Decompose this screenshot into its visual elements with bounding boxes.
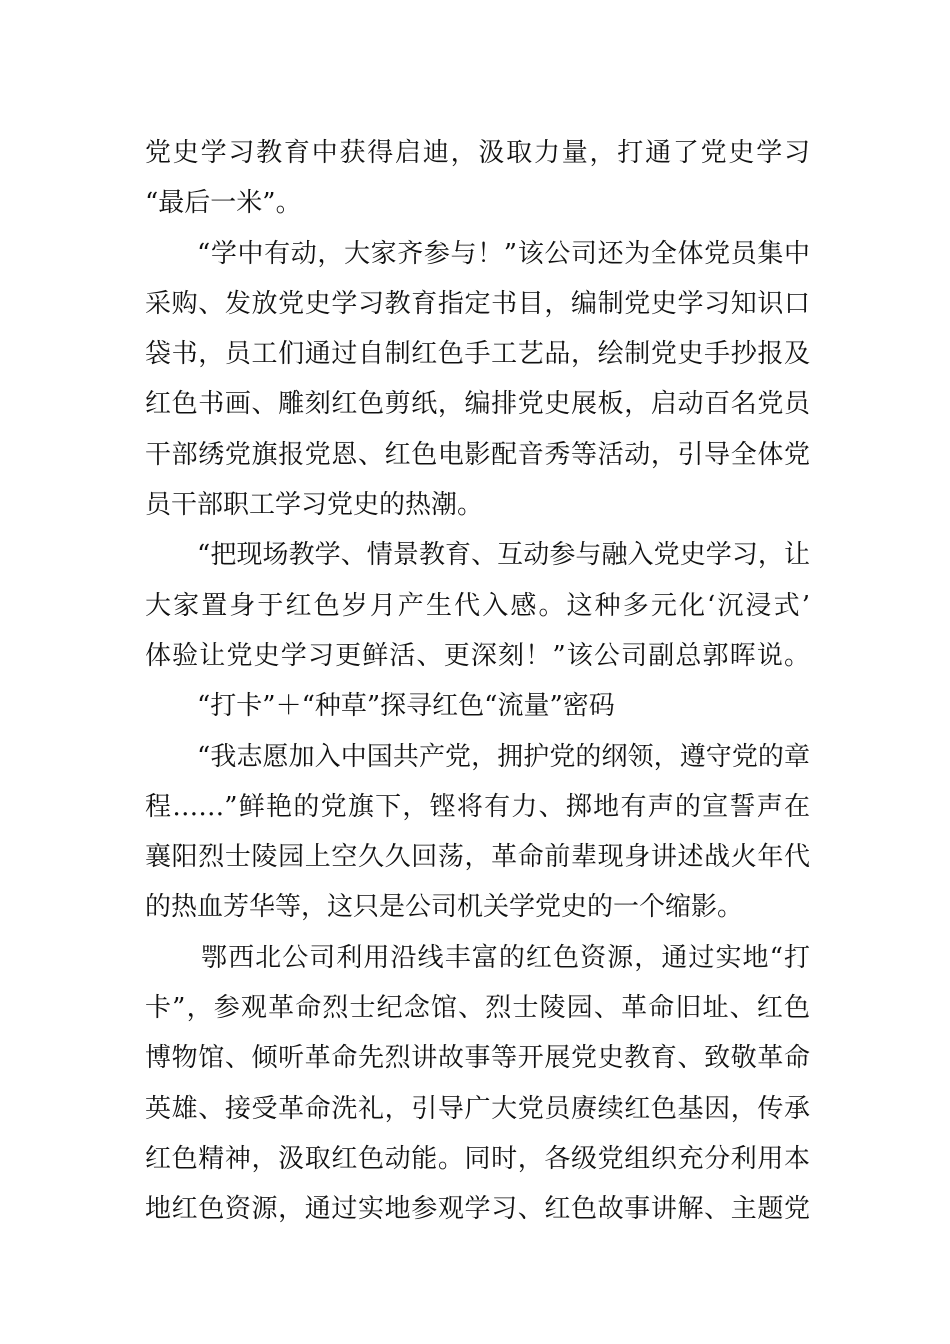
- text-line: “最后一米”。: [145, 188, 302, 219]
- paragraph-first-line: 鄂西北公司利用沿线丰富的红色资源，通过实地“打: [201, 942, 810, 973]
- text-line: 员干部职工学习党史的热潮。: [145, 490, 484, 521]
- text-line: 党史学习教育中获得启迪，汲取力量，打通了党史学习: [145, 138, 810, 168]
- text-line: 卡”，参观革命烈士纪念馆、烈士陵园、革命旧址、红色: [145, 993, 810, 1024]
- text-line: 地红色资源，通过实地参观学习、红色故事讲解、主题党: [145, 1194, 810, 1225]
- section-subheading: “打卡”＋“种草”探寻红色“流量”密码: [197, 691, 615, 722]
- text-line: 干部绣党旗报党恩、红色电影配音秀等活动，引导全体党: [145, 439, 810, 470]
- text-line: 体验让党史学习更鲜活、更深刻！”该公司副总郭晖说。: [145, 640, 810, 671]
- paragraph-first-line: “学中有动，大家齐参与！”该公司还为全体党员集中: [197, 238, 810, 269]
- text-line: 的热血芳华等，这只是公司机关学党史的一个缩影。: [145, 892, 744, 923]
- text-line: 大家置身于红色岁月产生代入感。这种多元化‘沉浸式’: [145, 590, 810, 621]
- text-line: 采购、发放党史学习教育指定书目，编制党史学习知识口: [145, 288, 810, 319]
- body-text: [145, 128, 810, 1235]
- text-line: 博物馆、倾听革命先烈讲故事等开展党史教育、致敬革命: [145, 1043, 810, 1074]
- text-line: 红色书画、雕刻红色剪纸，编排党史展板，启动百名党员: [145, 389, 810, 420]
- text-line: 程……”鲜艳的党旗下，铿将有力、掷地有声的宣誓声在: [145, 791, 810, 822]
- paragraph-first-line: “把现场教学、情景教育、互动参与融入党史学习，让: [197, 540, 810, 571]
- text-line: 英雄、接受革命洗礼，引导广大党员赓续红色基因，传承: [145, 1093, 810, 1124]
- text-line: 红色精神，汲取红色动能。同时，各级党组织充分利用本: [145, 1143, 810, 1174]
- paragraph-first-line: “我志愿加入中国共产党，拥护党的纲领，遵守党的章: [197, 741, 810, 772]
- text-line: 袋书，员工们通过自制红色手工艺品，绘制党史手抄报及: [145, 339, 810, 370]
- text-line: 襄阳烈士陵园上空久久回荡，革命前辈现身讲述战火年代: [145, 842, 810, 873]
